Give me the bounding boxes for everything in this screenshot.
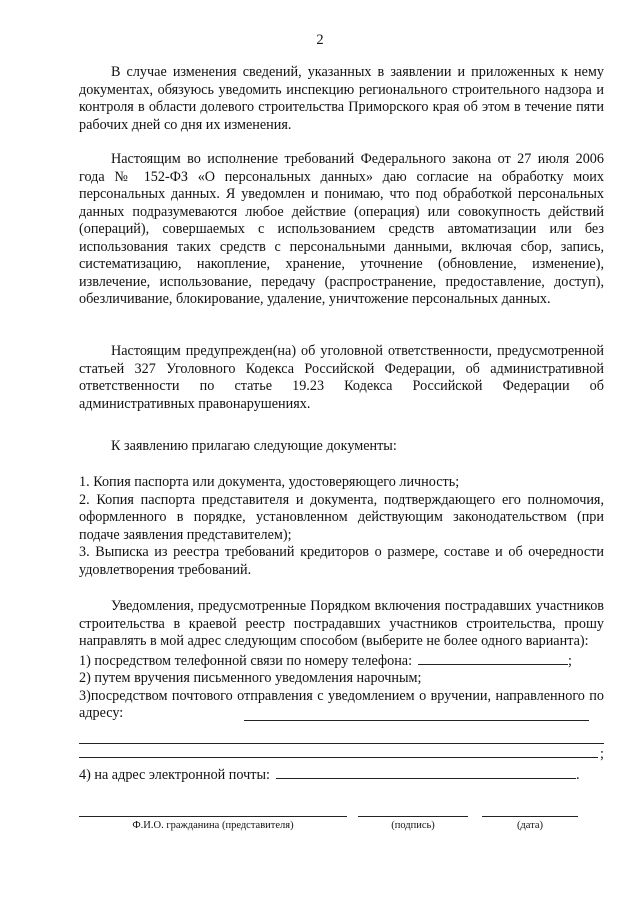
signature-name-field[interactable] <box>79 816 347 831</box>
attachment-item-3: 3. Выписка из реестра требований кредиторов о размере, составе и об очередности удовлетворения требований. <box>79 544 604 578</box>
signature-sign-caption: (подпись) <box>391 820 435 831</box>
option-phone-label: 1) посредством телефонной связи по номеру телефона: <box>79 652 413 669</box>
email-field[interactable] <box>276 765 576 779</box>
option-post-end: ; <box>600 745 604 762</box>
changes-text: В случае изменения сведений, указанных в заявлении и приложенных к нему документах, обязуюсь уведомить инспекцию регионального строительного надзора и контроля в области долевого строительства Приморского края об этом в течение пяти рабочих дней со дня их изменения. <box>79 64 604 133</box>
attachments-intro-text: К заявлению прилагаю следующие документы: <box>111 438 397 454</box>
page-number: 2 <box>316 32 324 48</box>
consent-text: Настоящим во исполнение требований Федерального закона от 27 июля 2006 года № 152-ФЗ «О персональных данных» даю согласие на обработку моих персональных данных. Я уведомлен и понимаю, что под обработкой персональных данных подразумеваются любое действие (операция) или совокупность действий (операций), совершаемых с использованием средств автоматизации или без использования таких средств с персональными данными, включая сбор, запись, систематизацию, накопление, хранение, уточнение (обновление, изменение), извлечение, использование, передачу (распространение, предоставление, доступ), обезличивание, блокирование, удаление, уничтожение персональных данных. <box>79 151 604 307</box>
signature-date-caption: (дата) <box>516 820 544 831</box>
attachments-intro <box>79 438 604 456</box>
option-post-row <box>79 688 604 723</box>
liability-paragraph <box>79 343 604 413</box>
consent-paragraph <box>79 151 604 309</box>
option-email-row <box>79 765 604 785</box>
option-email-end: . <box>575 767 580 783</box>
signature-date-field[interactable] <box>482 816 578 831</box>
notification-intro-text: Уведомления, предусмотренные Порядком включения пострадавших участников строительства в краевой реестр пострадавших участников строительства, прошу направлять в мой адрес следующим способом (выберите не более одного варианта): <box>79 598 604 649</box>
attachments-list <box>79 474 604 579</box>
option-courier: 2) путем вручения письменного уведомления нарочным; <box>79 670 422 686</box>
option-phone-end: ; <box>568 652 572 669</box>
phone-number-field[interactable] <box>418 651 568 665</box>
liability-text: Настоящим предупрежден(на) об уголовной ответственности, предусмотренной статьей 327 Уголовного Кодекса Российской Федерации, об административной ответственности по статье 19.23 Кодекса Российской Федерации об административных правонарушениях. <box>79 343 604 412</box>
postal-address-line-3-row <box>79 744 604 764</box>
attachment-item-1: 1. Копия паспорта или документа, удостоверяющего личность; <box>79 474 460 490</box>
postal-address-line-3[interactable] <box>79 744 598 758</box>
changes-paragraph <box>79 64 604 134</box>
signature-name-caption: Ф.И.О. гражданина (представителя) <box>132 820 294 831</box>
option-phone-row <box>79 651 604 671</box>
signature-sign-field[interactable] <box>358 816 468 831</box>
postal-address-field[interactable] <box>244 707 589 721</box>
option-post-text: 3)посредством почтового отправления с уведомлением о вручении, направленного по адресу: <box>79 687 604 721</box>
notification-section <box>79 598 604 785</box>
option-email-label: 4) на адрес электронной почты: <box>79 767 270 783</box>
postal-address-line-2[interactable] <box>79 729 604 744</box>
attachment-item-2: 2. Копия паспорта представителя и документа, подтверждающего его полномочия, оформленного в порядке, установленном действующим законодательством (при подаче заявления представителем); <box>79 491 604 543</box>
